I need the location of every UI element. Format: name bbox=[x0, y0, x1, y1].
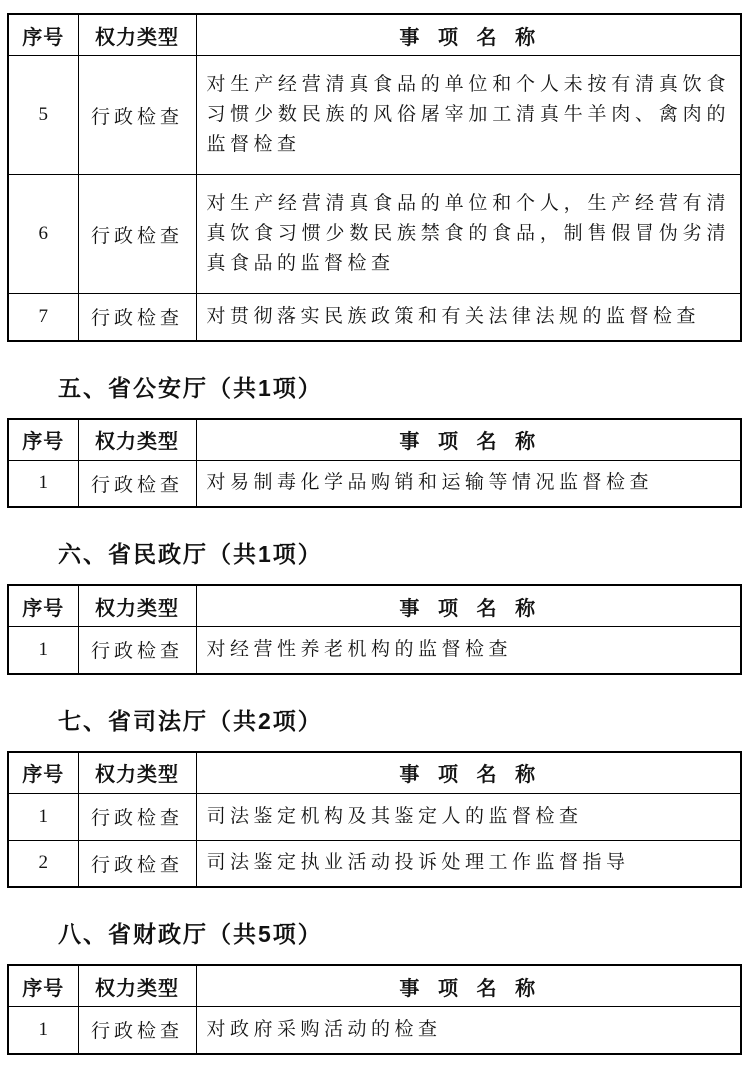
col-header-name: 事 项 名 称 bbox=[196, 752, 741, 794]
power-type-cell: 行政检查 bbox=[78, 460, 196, 507]
power-type-cell: 行政检查 bbox=[78, 840, 196, 887]
col-header-seq: 序号 bbox=[8, 14, 78, 56]
col-header-seq: 序号 bbox=[8, 965, 78, 1007]
power-table-finance bbox=[7, 964, 742, 1055]
power-type-cell: 行政检查 bbox=[78, 627, 196, 674]
table-header-row bbox=[8, 419, 741, 461]
seq-cell: 5 bbox=[8, 56, 78, 175]
item-name-cell: 对贯彻落实民族政策和有关法律法规的监督检查 bbox=[196, 294, 741, 341]
seq-cell: 7 bbox=[8, 294, 78, 341]
col-header-type: 权力类型 bbox=[78, 965, 196, 1007]
seq-cell: 1 bbox=[8, 460, 78, 507]
col-header-type: 权力类型 bbox=[78, 585, 196, 627]
seq-cell: 6 bbox=[8, 175, 78, 294]
section-heading-finance: 八、省财政厅（共5项） bbox=[58, 921, 323, 947]
table-row bbox=[8, 793, 741, 840]
table-row bbox=[8, 56, 741, 175]
seq-cell: 2 bbox=[8, 840, 78, 887]
table-row bbox=[8, 460, 741, 507]
table-row bbox=[8, 294, 741, 341]
section-heading-civil-affairs: 六、省民政厅（共1项） bbox=[58, 541, 323, 567]
seq-cell: 1 bbox=[8, 1007, 78, 1054]
section-heading-justice: 七、省司法厅（共2项） bbox=[58, 707, 323, 734]
table-header-row bbox=[8, 14, 741, 56]
col-header-type: 权力类型 bbox=[78, 14, 196, 56]
power-table-justice bbox=[7, 751, 742, 889]
table-row bbox=[8, 175, 741, 294]
item-name-cell: 对易制毒化学品购销和运输等情况监督检查 bbox=[196, 460, 741, 507]
table-header-row bbox=[8, 752, 741, 794]
item-name-cell: 司法鉴定执业活动投诉处理工作监督指导 bbox=[196, 840, 741, 887]
item-name-cell: 对政府采购活动的检查 bbox=[196, 1007, 741, 1054]
col-header-name: 事 项 名 称 bbox=[196, 965, 741, 1007]
col-header-seq: 序号 bbox=[8, 752, 78, 794]
item-name-cell: 对经营性养老机构的监督检查 bbox=[196, 627, 741, 674]
seq-cell: 1 bbox=[8, 793, 78, 840]
item-name-cell: 司法鉴定机构及其鉴定人的监督检查 bbox=[196, 793, 741, 840]
power-type-cell: 行政检查 bbox=[78, 175, 196, 294]
table-header-row bbox=[8, 965, 741, 1007]
item-name-cell: 对生产经营清真食品的单位和个人未按有清真饮食习惯少数民族的风俗屠宰加工清真牛羊肉、禽肉的监督检查 bbox=[196, 56, 741, 175]
section-heading-public-security: 五、省公安厅（共1项） bbox=[58, 374, 323, 401]
col-header-type: 权力类型 bbox=[78, 752, 196, 794]
col-header-name: 事 项 名 称 bbox=[196, 419, 741, 461]
power-type-cell: 行政检查 bbox=[78, 793, 196, 840]
power-table-civil-affairs bbox=[7, 584, 742, 675]
power-type-cell: 行政检查 bbox=[78, 294, 196, 341]
col-header-seq: 序号 bbox=[8, 585, 78, 627]
table-row bbox=[8, 840, 741, 887]
col-header-seq: 序号 bbox=[8, 419, 78, 461]
table-header-row bbox=[8, 585, 741, 627]
power-type-cell: 行政检查 bbox=[78, 1007, 196, 1054]
col-header-name: 事 项 名 称 bbox=[196, 585, 741, 627]
col-header-name: 事 项 名 称 bbox=[196, 14, 741, 56]
table-row bbox=[8, 1007, 741, 1054]
seq-cell: 1 bbox=[8, 627, 78, 674]
power-type-cell: 行政检查 bbox=[78, 56, 196, 175]
item-name-cell: 对生产经营清真食品的单位和个人，生产经营有清真饮食习惯少数民族禁食的食品，制售假冒伪劣清真食品的监督检查 bbox=[196, 175, 741, 294]
col-header-type: 权力类型 bbox=[78, 419, 196, 461]
table-row bbox=[8, 627, 741, 674]
power-table-continued bbox=[7, 13, 742, 342]
power-table-public-security bbox=[7, 418, 742, 509]
